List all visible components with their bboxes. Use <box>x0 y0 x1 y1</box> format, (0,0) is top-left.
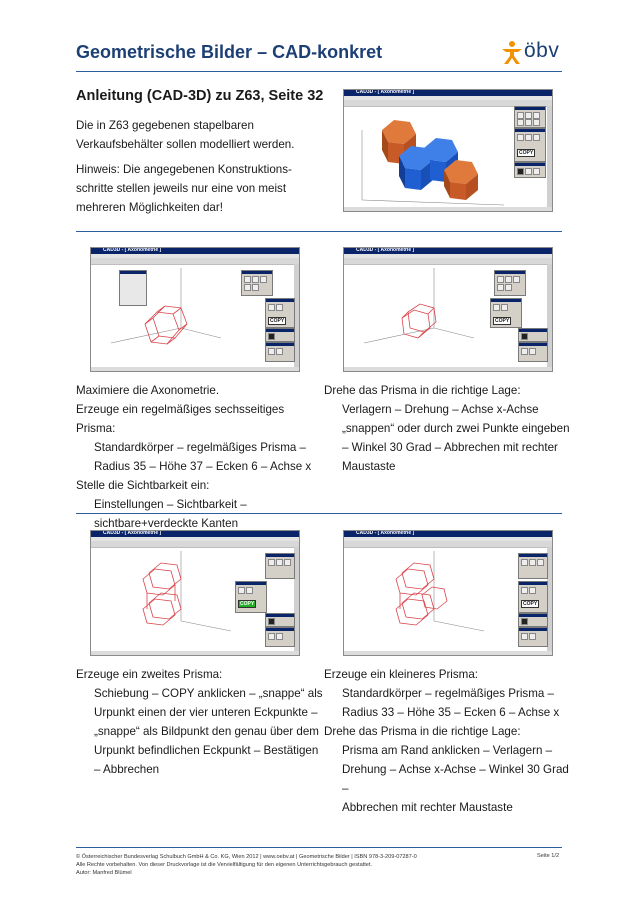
step-line: Abbrechen mit rechter Maustaste <box>342 801 513 814</box>
copy-label-active: COPY <box>240 601 255 607</box>
step-line: Drehe das Prisma in die richtige Lage: <box>324 384 521 397</box>
screenshot-step4 <box>343 530 553 656</box>
rights-line: Alle Rechte vorbehalten. Von dieser Druckvorlage ist die Vervielfältigung für den eigenen Unterrichtsgebrauch gestattet. <box>76 862 373 868</box>
step-line: Standardkörper – regelmäßiges Prisma – <box>94 441 307 454</box>
screenshot-step2 <box>343 247 553 372</box>
step1-text <box>76 381 326 533</box>
intro-line: Die in Z63 gegebenen stapelbaren <box>76 119 254 132</box>
step-line: Maximiere die Axonometrie. <box>76 384 220 397</box>
step-line: Urpunkt einen der vier unteren Eckpunkte – <box>94 706 318 719</box>
step-line: Prisma am Rand anklicken – Verlagern – <box>342 744 553 757</box>
logo-figure-icon <box>500 40 524 66</box>
intro-paragraph <box>76 116 326 154</box>
step-line: Erzeuge ein kleineres Prisma: <box>324 668 479 681</box>
step-line: Drehe das Prisma in die richtige Lage: <box>324 725 521 738</box>
hint-line: schritte stellen jeweils nur eine von meist <box>76 182 287 195</box>
copy-label: COPY <box>519 150 534 156</box>
step-line: Verlagern – Drehung – Achse x-Achse <box>342 403 539 416</box>
window-title: CAD3D - [ Axonometrie ] <box>356 247 415 253</box>
step-line: Erzeuge ein zweites Prisma: <box>76 668 223 681</box>
section-rule <box>76 231 562 232</box>
step-line: Standardkörper – regelmäßiges Prisma – <box>342 687 555 700</box>
window-title: CAD3D - [ Axonometrie ] <box>356 530 415 536</box>
step-line: – Winkel 30 Grad – Abbrechen mit rechter <box>342 441 558 454</box>
oebv-logo <box>500 40 566 66</box>
step3-text <box>76 665 326 779</box>
step-line: Drehung – Achse x-Achse – Winkel 30 Grad – <box>342 763 569 795</box>
step-line: – Abbrechen <box>94 763 160 776</box>
window-title: CAD3D - [ Axonometrie ] <box>356 89 415 95</box>
author-line: Autor: Manfred Blümel <box>76 870 132 876</box>
step4-text <box>324 665 574 817</box>
hint-line: mehreren Möglichkeiten dar! <box>76 201 223 214</box>
screenshot-step3 <box>90 530 300 656</box>
screenshot-solid-model <box>343 89 553 212</box>
intro-line: Verkaufsbehälter sollen modelliert werden. <box>76 138 295 151</box>
step-line: Schiebung – COPY anklicken – „snappe“ als <box>94 687 323 700</box>
page-number: Seite 1/2 <box>537 853 560 859</box>
logo-text: öbv <box>524 39 560 62</box>
hint-paragraph <box>76 160 326 217</box>
section-heading: Anleitung (CAD-3D) zu Z63, Seite 32 <box>76 88 324 104</box>
footer-rule <box>76 847 562 848</box>
copyright-line: © Österreichischer Bundesverlag Schulbuch GmbH & Co. KG, Wien 2012 | www.oebv.at | Geometrische Bilder | ISBN 978-3-209-07287-0 <box>76 854 417 860</box>
window-title: CAD3D - [ Axonometrie ] <box>103 247 162 253</box>
step-line: Erzeuge ein regelmäßiges sechsseitiges Prisma: <box>76 403 285 435</box>
section-rule <box>76 513 562 514</box>
step-line: Radius 35 – Höhe 37 – Ecken 6 – Achse x <box>94 460 312 473</box>
copy-label: COPY <box>270 318 285 324</box>
hint-line: Hinweis: Die angegebenen Konstruktions- <box>76 163 292 176</box>
header-rule <box>76 71 562 72</box>
step-line: Einstellungen – Sichtbarkeit – <box>94 498 247 511</box>
step-line: „snappen“ oder durch zwei Punkte eingeben <box>342 422 570 435</box>
step2-text <box>324 381 574 476</box>
footer <box>76 853 417 877</box>
step-line: Radius 33 – Höhe 35 – Ecken 6 – Achse x <box>342 706 560 719</box>
screenshot-step1 <box>90 247 300 372</box>
step-line: Maustaste <box>342 460 396 473</box>
copy-label: COPY <box>495 318 510 324</box>
window-title: CAD3D - [ Axonometrie ] <box>103 530 162 536</box>
copy-label: COPY <box>523 601 538 607</box>
step-line: Stelle die Sichtbarkeit ein: <box>76 479 210 492</box>
step-line: sichtbare+verdeckte Kanten <box>94 517 239 530</box>
document-title: Geometrische Bilder – CAD-konkret <box>76 42 383 62</box>
step-line: „snappe“ als Bildpunkt den genau über dem <box>94 725 319 738</box>
step-line: Urpunkt befindlichen Eckpunkt – Bestätigen <box>94 744 319 757</box>
